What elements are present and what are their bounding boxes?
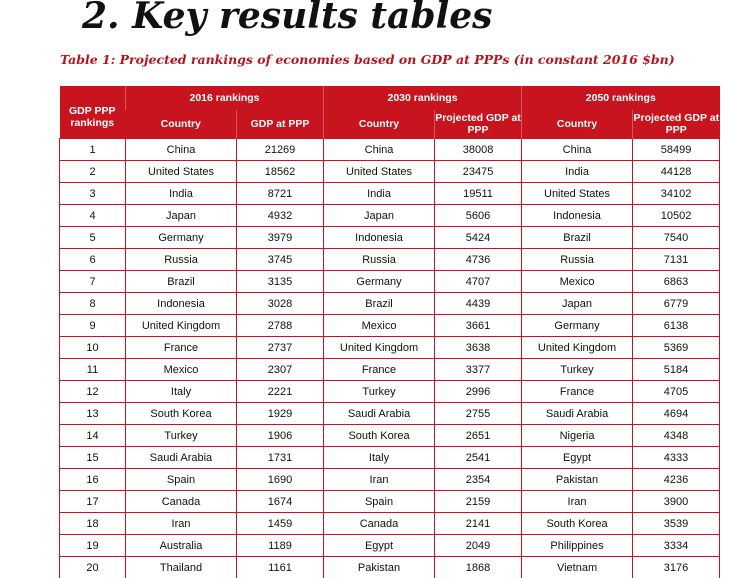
country-2030-cell: Saudi Arabia: [324, 403, 435, 425]
country-2030-cell: Egypt: [324, 535, 435, 557]
country-2016-cell: Turkey: [126, 425, 237, 447]
gdp-2050-cell: 6863: [633, 271, 720, 293]
gdp-2050-cell: 58499: [633, 139, 720, 161]
country-2016-cell: Germany: [126, 227, 237, 249]
gdp-2050-cell: 3334: [633, 535, 720, 557]
rank-cell: 16: [60, 469, 126, 491]
country-2050-cell: Iran: [522, 491, 633, 513]
country-2016-cell: China: [126, 139, 237, 161]
rank-cell: 6: [60, 249, 126, 271]
gdp-2030-cell: 1868: [435, 557, 522, 578]
country-2050-cell: South Korea: [522, 513, 633, 535]
gdp-2016-cell: 3979: [237, 227, 324, 249]
country-2030-cell: Mexico: [324, 315, 435, 337]
country-2030-cell: Germany: [324, 271, 435, 293]
country-2050-cell: Russia: [522, 249, 633, 271]
rank-cell: 10: [60, 337, 126, 359]
gdp-2030-cell: 2541: [435, 447, 522, 469]
gdp-2016-cell: 1929: [237, 403, 324, 425]
country-2030-cell: Brazil: [324, 293, 435, 315]
table-caption: Table 1: Projected rankings of economies based on GDP at PPPs (in constant 2016 $bn): [60, 51, 675, 69]
country-2016-cell: Japan: [126, 205, 237, 227]
table-row: [60, 161, 720, 183]
country-2050-cell: Philippines: [522, 535, 633, 557]
rank-cell: 1: [60, 139, 126, 161]
country-2030-cell: United Kingdom: [324, 337, 435, 359]
gdp-2016-cell: 18562: [237, 161, 324, 183]
table-row: [60, 469, 720, 491]
gdp-2030-cell: 38008: [435, 139, 522, 161]
gdp-2016-cell: 2221: [237, 381, 324, 403]
gdp-2016-cell: 1674: [237, 491, 324, 513]
country-2016-cell: Iran: [126, 513, 237, 535]
country-2030-cell: Indonesia: [324, 227, 435, 249]
gdp-2030-cell: 5424: [435, 227, 522, 249]
gdp-2030-cell: 2996: [435, 381, 522, 403]
table-row: [60, 315, 720, 337]
gdp-2050-cell: 7540: [633, 227, 720, 249]
country-2016-cell: Spain: [126, 469, 237, 491]
country-2016-cell: Italy: [126, 381, 237, 403]
gdp-2016-cell: 3028: [237, 293, 324, 315]
table-row: [60, 381, 720, 403]
country-2016-cell: Saudi Arabia: [126, 447, 237, 469]
rank-cell: 7: [60, 271, 126, 293]
gdp-2050-cell: 3176: [633, 557, 720, 578]
gdp-2030-cell: 2354: [435, 469, 522, 491]
table-row: [60, 249, 720, 271]
table-row: [60, 491, 720, 513]
country-column-header-2030: Country: [324, 110, 435, 139]
gdp-2030-cell: 4439: [435, 293, 522, 315]
rank-cell: 3: [60, 183, 126, 205]
gdp-2016-cell: 1731: [237, 447, 324, 469]
gdp-2030-cell: 19511: [435, 183, 522, 205]
table-row: [60, 535, 720, 557]
gdp-2030-cell: 4707: [435, 271, 522, 293]
table-header: [60, 86, 720, 139]
gdp-2030-cell: 2755: [435, 403, 522, 425]
country-2050-cell: United Kingdom: [522, 337, 633, 359]
country-2030-cell: Russia: [324, 249, 435, 271]
country-2016-cell: South Korea: [126, 403, 237, 425]
gdp-2030-cell: 3377: [435, 359, 522, 381]
gdp-column-header-2050: Projected GDP at PPP: [633, 110, 720, 139]
country-2050-cell: Indonesia: [522, 205, 633, 227]
gdp-2030-cell: 3638: [435, 337, 522, 359]
gdp-2016-cell: 21269: [237, 139, 324, 161]
rank-cell: 12: [60, 381, 126, 403]
gdp-2050-cell: 34102: [633, 183, 720, 205]
gdp-2050-cell: 6138: [633, 315, 720, 337]
country-2050-cell: Pakistan: [522, 469, 633, 491]
rank-cell: 14: [60, 425, 126, 447]
rank-cell: 17: [60, 491, 126, 513]
rank-cell: 18: [60, 513, 126, 535]
gdp-2050-cell: 4705: [633, 381, 720, 403]
country-2050-cell: Turkey: [522, 359, 633, 381]
gdp-2030-cell: 2159: [435, 491, 522, 513]
country-2050-cell: China: [522, 139, 633, 161]
country-2050-cell: Saudi Arabia: [522, 403, 633, 425]
gdp-2016-cell: 8721: [237, 183, 324, 205]
gdp-2050-cell: 3900: [633, 491, 720, 513]
country-2050-cell: Japan: [522, 293, 633, 315]
table-row: [60, 513, 720, 535]
gdp-2030-cell: 2049: [435, 535, 522, 557]
country-2016-cell: India: [126, 183, 237, 205]
country-2016-cell: Indonesia: [126, 293, 237, 315]
gdp-2050-cell: 4333: [633, 447, 720, 469]
group-header-2016: 2016 rankings: [126, 86, 324, 110]
country-2030-cell: India: [324, 183, 435, 205]
country-2030-cell: South Korea: [324, 425, 435, 447]
country-2016-cell: Mexico: [126, 359, 237, 381]
table-row: [60, 183, 720, 205]
gdp-column-header-2016: GDP at PPP: [237, 110, 324, 139]
country-2016-cell: Russia: [126, 249, 237, 271]
rank-cell: 2: [60, 161, 126, 183]
gdp-2050-cell: 10502: [633, 205, 720, 227]
country-2050-cell: Vietnam: [522, 557, 633, 578]
rank-cell: 20: [60, 557, 126, 578]
gdp-2030-cell: 2651: [435, 425, 522, 447]
country-2050-cell: Egypt: [522, 447, 633, 469]
gdp-rankings-table: [59, 86, 720, 578]
table-row: [60, 271, 720, 293]
gdp-2050-cell: 4236: [633, 469, 720, 491]
country-2050-cell: Nigeria: [522, 425, 633, 447]
gdp-2016-cell: 1161: [237, 557, 324, 578]
table-row: [60, 227, 720, 249]
rank-cell: 15: [60, 447, 126, 469]
country-2016-cell: France: [126, 337, 237, 359]
rank-cell: 11: [60, 359, 126, 381]
country-2030-cell: Canada: [324, 513, 435, 535]
country-column-header-2050: Country: [522, 110, 633, 139]
country-2030-cell: United States: [324, 161, 435, 183]
gdp-2050-cell: 5184: [633, 359, 720, 381]
table-row: [60, 425, 720, 447]
gdp-column-header-2030: Projected GDP at PPP: [435, 110, 522, 139]
country-2016-cell: Brazil: [126, 271, 237, 293]
country-2050-cell: India: [522, 161, 633, 183]
country-2050-cell: Brazil: [522, 227, 633, 249]
gdp-2050-cell: 4694: [633, 403, 720, 425]
country-column-header-2016: Country: [126, 110, 237, 139]
gdp-2030-cell: 23475: [435, 161, 522, 183]
table-row: [60, 293, 720, 315]
gdp-2016-cell: 1690: [237, 469, 324, 491]
gdp-2016-cell: 3135: [237, 271, 324, 293]
country-2030-cell: China: [324, 139, 435, 161]
gdp-2016-cell: 4932: [237, 205, 324, 227]
country-2030-cell: Iran: [324, 469, 435, 491]
gdp-2016-cell: 1906: [237, 425, 324, 447]
country-2016-cell: Thailand: [126, 557, 237, 578]
country-2016-cell: Australia: [126, 535, 237, 557]
section-heading: 2. Key results tables: [82, 0, 492, 38]
country-2016-cell: United States: [126, 161, 237, 183]
gdp-2050-cell: 44128: [633, 161, 720, 183]
group-header-2050: 2050 rankings: [522, 86, 720, 110]
country-2030-cell: Pakistan: [324, 557, 435, 578]
gdp-2016-cell: 2788: [237, 315, 324, 337]
gdp-2050-cell: 7131: [633, 249, 720, 271]
country-2050-cell: Germany: [522, 315, 633, 337]
group-header-2030: 2030 rankings: [324, 86, 522, 110]
table-row: [60, 403, 720, 425]
table-body: [60, 139, 720, 578]
gdp-2030-cell: 5606: [435, 205, 522, 227]
gdp-2016-cell: 1459: [237, 513, 324, 535]
table-row: [60, 557, 720, 578]
gdp-2050-cell: 6779: [633, 293, 720, 315]
table-row: [60, 139, 720, 161]
country-2030-cell: Italy: [324, 447, 435, 469]
table-row: [60, 359, 720, 381]
gdp-2016-cell: 2307: [237, 359, 324, 381]
country-2050-cell: United States: [522, 183, 633, 205]
country-2030-cell: France: [324, 359, 435, 381]
country-2030-cell: Turkey: [324, 381, 435, 403]
gdp-2016-cell: 3745: [237, 249, 324, 271]
gdp-2050-cell: 4348: [633, 425, 720, 447]
rank-cell: 13: [60, 403, 126, 425]
country-2050-cell: France: [522, 381, 633, 403]
gdp-2050-cell: 3539: [633, 513, 720, 535]
country-2016-cell: Canada: [126, 491, 237, 513]
country-2030-cell: Japan: [324, 205, 435, 227]
country-2050-cell: Mexico: [522, 271, 633, 293]
rank-cell: 5: [60, 227, 126, 249]
gdp-2050-cell: 5369: [633, 337, 720, 359]
gdp-2016-cell: 2737: [237, 337, 324, 359]
gdp-2016-cell: 1189: [237, 535, 324, 557]
table-row: [60, 337, 720, 359]
table-row: [60, 205, 720, 227]
rank-column-header: GDP PPP rankings: [60, 86, 126, 139]
rank-cell: 19: [60, 535, 126, 557]
country-2030-cell: Spain: [324, 491, 435, 513]
rank-cell: 8: [60, 293, 126, 315]
gdp-2030-cell: 2141: [435, 513, 522, 535]
gdp-2030-cell: 4736: [435, 249, 522, 271]
gdp-2030-cell: 3661: [435, 315, 522, 337]
rank-cell: 9: [60, 315, 126, 337]
rank-cell: 4: [60, 205, 126, 227]
table-row: [60, 447, 720, 469]
country-2016-cell: United Kingdom: [126, 315, 237, 337]
